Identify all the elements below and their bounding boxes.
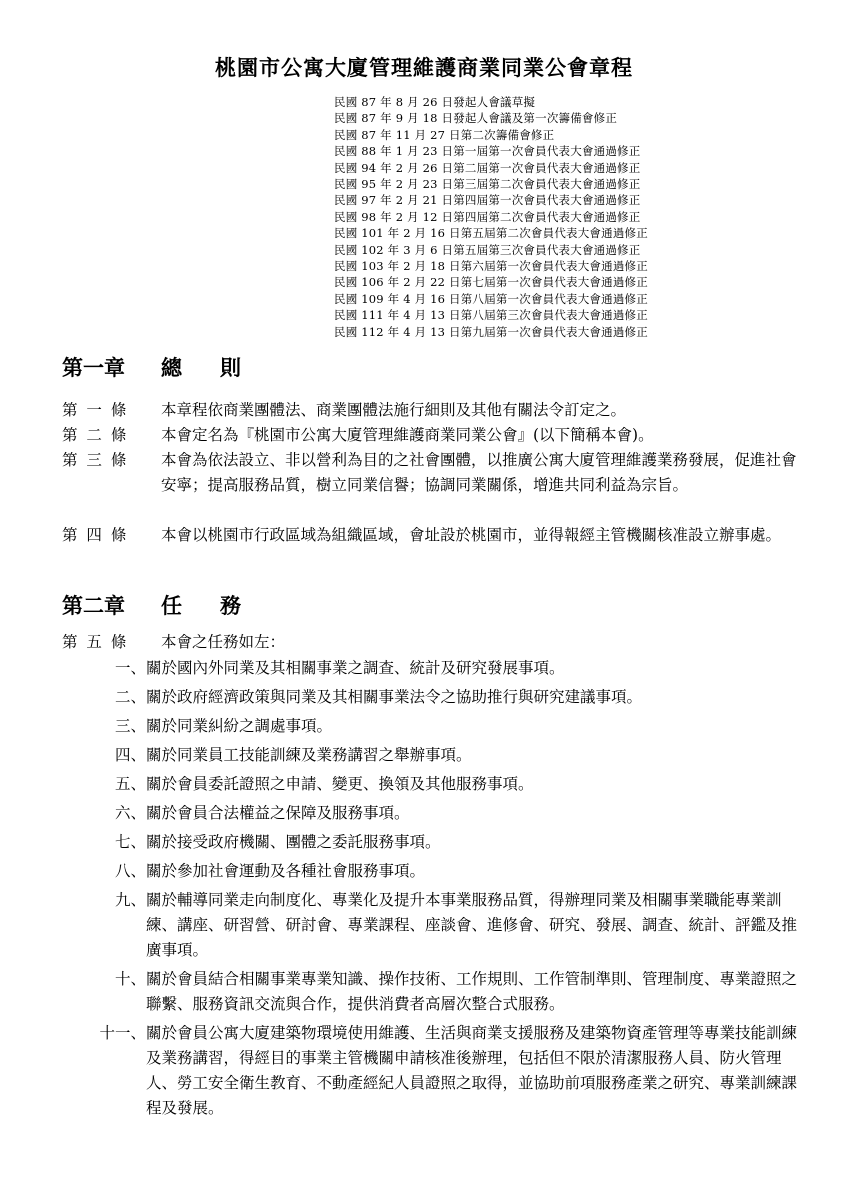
list-item bbox=[62, 714, 802, 739]
article-label: 第 五 條 bbox=[62, 633, 129, 651]
article-5 bbox=[62, 630, 802, 655]
article-text: 本會之任務如左： bbox=[161, 633, 286, 651]
item-text: 關於國內外同業及其相關事業之調查、統計及研究發展事項。 bbox=[146, 659, 565, 677]
list-item bbox=[62, 1021, 802, 1121]
chapter-number: 第一章 bbox=[62, 355, 125, 380]
document-title: 桃園市公寓大廈管理維護商業同業公會章程 bbox=[215, 55, 633, 80]
list-item bbox=[62, 967, 802, 1017]
article-label: 第 四 條 bbox=[62, 526, 129, 544]
history-line: 民國 106 年 2 月 22 日第七屆第一次會員代表大會通過修正 bbox=[334, 275, 648, 290]
item-number: 六、 bbox=[114, 804, 146, 822]
item-number: 五、 bbox=[114, 775, 146, 793]
history-line: 民國 101 年 2 月 16 日第五屆第二次會員代表大會通過修正 bbox=[334, 226, 648, 241]
history-line: 民國 112 年 4 月 13 日第九屆第一次會員代表大會通過修正 bbox=[334, 324, 648, 339]
item-text: 關於會員公寓大廈建築物環境使用維護、生活與商業支援服務及建築物資產管理等專業技能訓練及業務講習，得經目的事業主管機關申請核准後辦理，包括但不限於清潔服務人員、防火管理人、勞工安全衛生教育、不動產經紀人員證照之取得，並協助前項服務產業之研究、專業訓練課程及發展。 bbox=[146, 1024, 798, 1117]
item-text: 關於參加社會運動及各種社會服務事項。 bbox=[146, 862, 426, 880]
item-number: 八、 bbox=[114, 862, 146, 880]
item-number: 一、 bbox=[114, 659, 146, 677]
list-item bbox=[62, 859, 802, 884]
chapter-title: 總則 bbox=[161, 355, 279, 380]
history-line: 民國 87 年 11 月 27 日第二次籌備會修正 bbox=[334, 127, 555, 142]
chapter-title: 任務 bbox=[161, 593, 279, 618]
item-text: 關於會員結合相關事業專業知識、操作技術、工作規則、工作管制準則、管理制度、專業證照之聯繫、服務資訊交流與合作，提供消費者高層次整合式服務。 bbox=[146, 970, 798, 1013]
item-text: 關於會員合法權益之保障及服務事項。 bbox=[146, 804, 410, 822]
history-line: 民國 87 年 8 月 26 日發起人會議草擬 bbox=[334, 95, 536, 109]
article-label: 第 一 條 bbox=[62, 401, 129, 419]
history-line: 民國 88 年 1 月 23 日第一屆第一次會員代表大會通過修正 bbox=[334, 144, 641, 159]
article-2 bbox=[62, 423, 802, 448]
list-item bbox=[62, 685, 802, 710]
item-text: 關於輔導同業走向制度化、專業化及提升本事業服務品質，得辦理同業及相關事業職能專業訓練、講座、研習營、研討會、專業課程、座談會、進修會、研究、發展、調查、統計、評鑑及推廣事項。 bbox=[146, 891, 798, 959]
list-item bbox=[62, 656, 802, 681]
item-text: 關於政府經濟政策與同業及其相關事業法令之協助推行與研究建議事項。 bbox=[146, 688, 643, 706]
chapter-1-heading bbox=[62, 352, 279, 382]
history-line: 民國 103 年 2 月 18 日第六屆第一次會員代表大會通過修正 bbox=[334, 259, 648, 274]
history-line: 民國 109 年 4 月 16 日第八屆第一次會員代表大會通過修正 bbox=[334, 291, 648, 306]
amendment-history bbox=[334, 94, 814, 340]
article-text: 本會為依法設立、非以營利為目的之社會團體，以推廣公寓大廈管理維護業務發展，促進社會安寧；提高服務品質，樹立同業信譽；協調同業關係，增進共同利益為宗旨。 bbox=[161, 451, 797, 494]
item-text: 關於接受政府機關、團體之委託服務事項。 bbox=[146, 833, 441, 851]
item-text: 關於會員委託證照之申請、變更、換領及其他服務事項。 bbox=[146, 775, 534, 793]
item-number: 四、 bbox=[114, 746, 146, 764]
article-text: 本章程依商業團體法、商業團體法施行細則及其他有關法令訂定之。 bbox=[161, 401, 627, 419]
item-number: 二、 bbox=[114, 688, 146, 706]
item-number: 十、 bbox=[114, 970, 146, 988]
article-label: 第 二 條 bbox=[62, 426, 129, 444]
history-line: 民國 94 年 2 月 26 日第二屆第一次會員代表大會通過修正 bbox=[334, 160, 641, 175]
list-item bbox=[62, 801, 802, 826]
chapter-2-heading bbox=[62, 590, 279, 620]
item-text: 關於同業員工技能訓練及業務講習之舉辦事項。 bbox=[146, 746, 472, 764]
task-list bbox=[62, 656, 802, 1125]
article-text: 本會以桃園市行政區域為組織區域，會址設於桃園市，並得報經主管機關核准設立辦事處。 bbox=[161, 526, 782, 544]
article-label: 第 三 條 bbox=[62, 451, 129, 469]
item-number: 十一、 bbox=[99, 1024, 146, 1042]
item-number: 七、 bbox=[114, 833, 146, 851]
article-3 bbox=[62, 448, 802, 497]
item-text: 關於同業糾紛之調處事項。 bbox=[146, 717, 333, 735]
history-line: 民國 98 年 2 月 12 日第四屆第二次會員代表大會通過修正 bbox=[334, 209, 641, 224]
history-line: 民國 111 年 4 月 13 日第八屆第三次會員代表大會通過修正 bbox=[334, 308, 648, 323]
list-item bbox=[62, 772, 802, 797]
article-text: 本會定名為『桃園市公寓大廈管理維護商業同業公會』(以下簡稱本會)。 bbox=[161, 426, 654, 444]
item-number: 九、 bbox=[114, 891, 146, 909]
history-line: 民國 95 年 2 月 23 日第三屆第二次會員代表大會通過修正 bbox=[334, 177, 641, 192]
list-item bbox=[62, 743, 802, 768]
history-line: 民國 102 年 3 月 6 日第五屆第三次會員代表大會通過修正 bbox=[334, 242, 641, 257]
list-item bbox=[62, 830, 802, 855]
chapter-number: 第二章 bbox=[62, 593, 125, 618]
item-number: 三、 bbox=[114, 717, 146, 735]
list-item bbox=[62, 888, 802, 963]
article-1 bbox=[62, 398, 802, 423]
history-line: 民國 97 年 2 月 21 日第四屆第一次會員代表大會通過修正 bbox=[334, 193, 641, 208]
article-4 bbox=[62, 523, 802, 548]
history-line: 民國 87 年 9 月 18 日發起人會議及第一次籌備會修正 bbox=[334, 111, 618, 126]
